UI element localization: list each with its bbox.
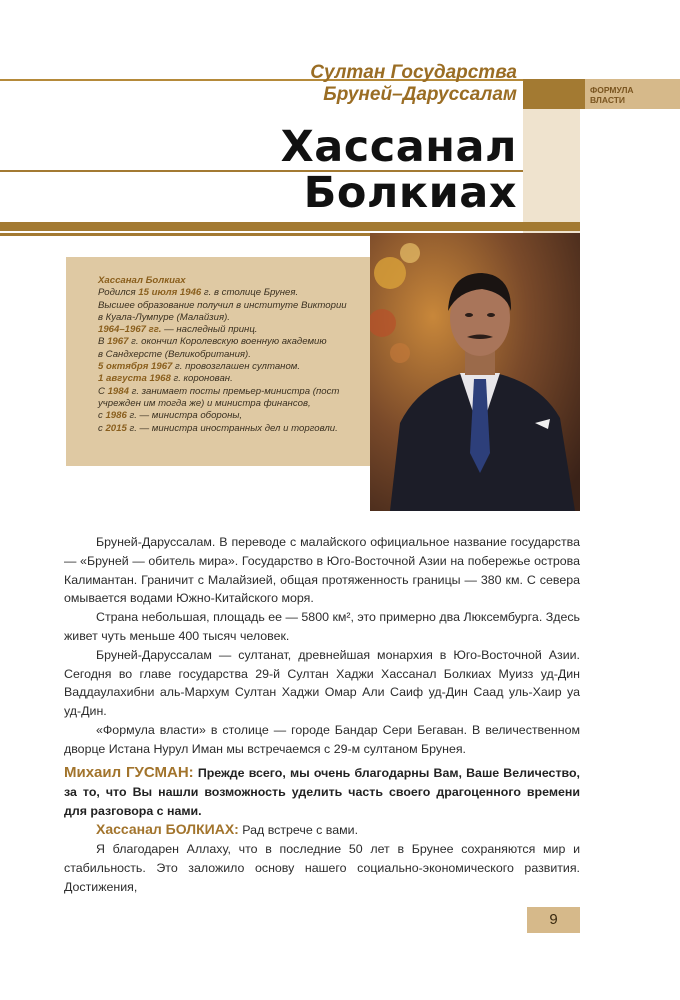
bio-line: в Сандхерсте (Великобритания). (98, 348, 251, 360)
section-label-line: ВЛАСТИ (590, 95, 626, 105)
title-line: Болкиах (303, 168, 517, 218)
bio-line: Высшее образование получил в институте Виктории (98, 299, 347, 311)
section-label (590, 85, 678, 105)
bio-line: В 1967 г. окончил Королевскую военную академию (98, 336, 327, 348)
bio-box (66, 257, 370, 466)
interview (64, 764, 580, 897)
article-paragraph: Бруней-Даруссалам — султанат, древнейшая монархия в Юго-Восточной Азии. Сегодня во главе государства 29-й Султан Хаджи Хассанал Болкиах Муизз уд-Дин Ваддаулахибни аль-Мархум Султан Хаджи Омар Али Саиф уд-Дин Саад уль-Хаир уа уд-Дин. (64, 647, 580, 719)
article-paragraph: Страна небольшая, площадь ее — 5800 км², это примерно два Люксембурга. Здесь живет чуть меньше 400 тысяч человек. (64, 610, 580, 643)
bio-line: 1964–1967 гг. — наследный принц. (98, 324, 258, 336)
bio-line: в Куала-Лумпуре (Малайзия). (98, 311, 230, 323)
article-body (64, 533, 580, 759)
supertitle-line: Султан Государства (310, 62, 517, 83)
answer-text: Рад встрече с вами. (242, 823, 359, 838)
bio-line: учрежден им тогда же) и министра финансов, (98, 397, 311, 409)
bio-name: Хассанал Болкиах (98, 275, 186, 286)
page-number: 9 (549, 911, 558, 928)
bio-line: С 1984 г. занимает посты премьер-министра (пост (98, 385, 340, 397)
header-band (0, 222, 580, 231)
question-text: Прежде всего, мы очень благодарны Вам, Ваше Величество, за то, что Вы нашли возможность уделить часть своего драгоценного времени для разговора с нами. (64, 766, 580, 818)
interview-answer (64, 820, 580, 840)
article-paragraph: Бруней-Даруссалам. В переводе с малайского официальное название государства — «Бруней — обитель мира». Государство в Юго-Восточной Азии на побережье острова Калимантан. Граничит с Малайзией, общая протяженность границы — 380 км. С севера омывается водами Южно-Китайского моря. (64, 535, 580, 606)
speaker-name: Хассанал БОЛКИАХ: (96, 821, 239, 838)
bio-line: с 1986 г. — министра обороны, (98, 410, 243, 422)
supertitle-line: Бруней–Даруссалам (323, 84, 517, 105)
speaker-name: Михаил ГУСМАН: (64, 764, 194, 781)
bio-line: Родился 15 июля 1946 г. в столице Брунея. (98, 287, 299, 299)
bio-line: с 2015 г. — министра иностранных дел и торговли. (98, 422, 338, 434)
title-line: Хассанал (280, 122, 517, 172)
article-paragraph: «Формула власти» в столице — городе Бандар Сери Бегаван. В величественном дворце Истана Нурул Иман мы встречаемся с 29-м султаном Брунея. (64, 722, 580, 756)
bio-line: 1 августа 1968 г. коронован. (98, 373, 233, 385)
answer-text: Я благодарен Аллаху, что в последние 50 лет в Брунее сохраняются мир и стабильность. Это заложило основу нашего социально-экономического развития. Достижения, (64, 842, 580, 894)
page-title (281, 124, 517, 216)
bio-line: 5 октября 1967 г. провозглашен султаном. (98, 361, 301, 373)
side-strip (523, 109, 580, 235)
portrait-illustration (370, 233, 580, 511)
supertitle (310, 62, 517, 106)
interview-question (64, 764, 580, 820)
section-label-line: ФОРМУЛА (590, 85, 634, 95)
portrait-photo (370, 233, 580, 511)
